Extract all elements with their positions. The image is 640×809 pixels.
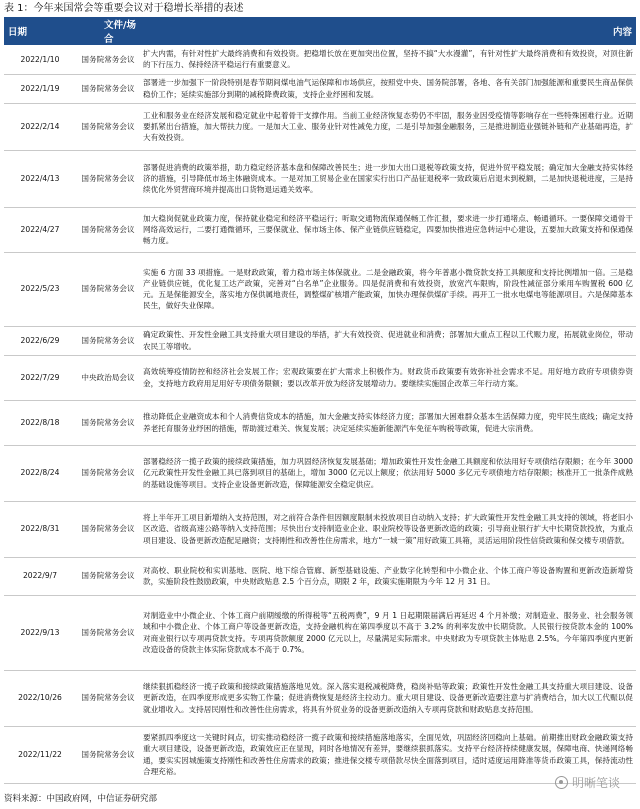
date-cell: 2022/1/19 (4, 74, 76, 103)
content-cell: 扩大内需，有针对性扩大最终消费和有效投资。把稳增长放在更加突出位置，坚持不搞“大水漫灌”，有针对性扩大最终消费和有效投资，对顶住新的下行压力、保持经济平稳运行有重要意义。 (140, 45, 636, 74)
table-row (4, 557, 636, 595)
org-cell: 国务院常务会议 (76, 326, 140, 355)
table-row (4, 326, 636, 355)
date-cell: 2022/8/18 (4, 400, 76, 445)
content-cell: 将上半年开工项目新增纳入支持范围，对之前符合条件但因额度限制未投放项目自动纳入支持；扩大政策性开发性金融工具支持的领域，将老旧小区改造、省级高速公路等纳入支持范围；尽快出台支持制造业企业、职业院校等设备更新改造的政策；引导商业银行扩大中长期贷款投放，为重点项目建设、设备更新改造配足融资；支持刚性和改善性住房需求，地方“一城一策”用好政策工具箱，灵活运用阶段性信贷政策和保交楼专项借款。 (140, 501, 636, 557)
org-cell: 国务院常务会议 (76, 252, 140, 326)
table-row (4, 501, 636, 557)
content-cell: 推动降低企业融资成本和个人消费信贷成本的措施，加大金融支持实体经济力度；部署加大困难群众基本生活保障力度，兜牢民生底线；确定支持养老托育服务业纾困的措施，帮助渡过难关、恢复发展；决定延续实施新能源汽车免征车购税等政策，促进大宗消费。 (140, 400, 636, 445)
date-cell: 2022/11/22 (4, 726, 76, 783)
measures-table (4, 17, 636, 784)
date-cell: 2022/4/27 (4, 207, 76, 252)
content-cell: 继续狠抓稳经济一揽子政策和接续政策措施落地见效。深入落实退税减税降费，稳岗补贴等政策；政策性开发性金融工具支持重大项目建设、设备更新改造，在四季度形成更多实物工作量；促进消费恢复是经济主拉动力。重大项目建设、设备更新改造要注意与扩消费结合，加大以工代赈以促就业增收入。支持居民刚性和改善性住房需求，将具有外贸业务的设备更新改造纳入专项再贷款和财政贴息支持范围。 (140, 670, 636, 726)
content-cell: 确定政策性、开发性金融工具支持重大项目建设的举措，扩大有效投资、促进就业和消费；部署加大重点工程以工代赈力度，拓展就业岗位，带动农民工等增收。 (140, 326, 636, 355)
table-row (4, 74, 636, 103)
date-cell: 2022/9/7 (4, 557, 76, 595)
content-cell: 实施 6 方面 33 项措施。一是财政政策，着力稳市场主体保就业。二是金融政策，将今年普惠小微贷款支持工具额度和支持比例增加一倍。三是稳产业链供应链，优化复工达产政策，完善对“白名单”企业服务。四是促消费和有效投资，放宽汽车限购，阶段性减征部分乘用车购置税 600 亿元。五是保能源安全，落实地方保供属地责任，调整煤矿核增产能政策，加快办理保供煤矿手续。再开工一批水电煤电等能源项目。六是保障基本民生，做好失业保障。 (140, 252, 636, 326)
org-cell: 国务院常务会议 (76, 595, 140, 670)
wechat-icon (555, 776, 568, 789)
table-row (4, 150, 636, 207)
header-date: 日期 (4, 17, 76, 45)
header-org: 文件/场合 (76, 17, 140, 45)
table-row (4, 400, 636, 445)
watermark-text: 明晰笔谈 (571, 776, 620, 790)
content-cell: 工业和服务业在经济发展和稳定就业中起着骨干支撑作用。当前工业经济恢复态势仍不牢固，服务业因受疫情等影响存在一些特殊困难行业。近期要抓紧出台措施，加大帮扶力度。一是加大工业、服务业针对性减免力度，二是引导加强金融服务，三是推进制造业强链补链和产业基础再造，扩大有效投资。 (140, 103, 636, 150)
table-row (4, 595, 636, 670)
source-note: 资料来源：中国政府网，中信证券研究部 (4, 794, 158, 804)
table-row (4, 45, 636, 74)
content-cell: 对制造业中小微企业、个体工商户前期缓缴的所得税等“五税两费”，9 月 1 日起期限届满后再延迟 4 个月补缴；对制造业、服务业、社会服务领域和中小微企业、个体工商户等设备更新改造，支持金融机构在第四季度以不高于 3.2% 的利率发放中长期贷款。人民银行按贷款本金的 100% 对商业银行以专项再贷款支持。专项再贷款额度 2000 亿元以上，尽量满足实际需求。中央财政为专项贷款主体贴息 2.5%。今年第四季度内更新改造设备的贷款主体实际贷款成本不高于 0.7%。 (140, 595, 636, 670)
org-cell: 国务院常务会议 (76, 445, 140, 501)
table-row (4, 355, 636, 400)
date-cell: 2022/2/14 (4, 103, 76, 150)
org-cell: 国务院常务会议 (76, 150, 140, 207)
content-cell: 加大稳岗促就业政策力度，保持就业稳定和经济平稳运行；听取交通物流保通保畅工作汇报，要求进一步打通堵点、畅通循环。一要保障交通骨干网络高效运行，二要打通微循环，三要保就业、保市场主体、保产业链供应链稳定，四要加快推进应急转运中心建设，五要加大政策支持和保通保畅力度。 (140, 207, 636, 252)
org-cell: 国务院常务会议 (76, 74, 140, 103)
table-row (4, 252, 636, 326)
date-cell: 2022/4/13 (4, 150, 76, 207)
table-row (4, 207, 636, 252)
content-cell: 部署稳经济一揽子政策的接续政策措施，加力巩固经济恢复发展基础；增加政策性开发性金融工具额度和依法用好专项债结存限额；在今年 3000 亿元政策性开发性金融工具已落到项目的基础上，增加 3000 亿元以上额度；依法用好 5000 多亿元专项债地方结存限额；核准开工一批条件成熟的基础设施等项目。支持企业设备更新改造，保障能源安全稳定供应。 (140, 445, 636, 501)
table-row (4, 103, 636, 150)
org-cell: 国务院常务会议 (76, 103, 140, 150)
org-cell: 国务院常务会议 (76, 45, 140, 74)
date-cell: 2022/8/24 (4, 445, 76, 501)
org-cell: 国务院常务会议 (76, 557, 140, 595)
org-cell: 中央政治局会议 (76, 355, 140, 400)
date-cell: 2022/9/13 (4, 595, 76, 670)
watermark (555, 774, 620, 791)
org-cell: 国务院常务会议 (76, 207, 140, 252)
table-row (4, 445, 636, 501)
date-cell: 2022/1/10 (4, 45, 76, 74)
content-cell: 高效统筹疫情防控和经济社会发展工作；宏观政策要在扩大需求上积极作为。财政货币政策要有效弥补社会需求不足。用好地方政府专项债券资金，支持地方政府用足用好专项债务限额；要以改革开放为经济发展增动力。要继续实施国企改革三年行动方案。 (140, 355, 636, 400)
org-cell: 国务院常务会议 (76, 400, 140, 445)
table-header (4, 17, 636, 45)
date-cell: 2022/7/29 (4, 355, 76, 400)
date-cell: 2022/5/23 (4, 252, 76, 326)
header-content: 内容 (140, 17, 636, 45)
date-cell: 2022/6/29 (4, 326, 76, 355)
org-cell: 国务院常务会议 (76, 670, 140, 726)
table-body (4, 45, 636, 783)
org-cell: 国务院常务会议 (76, 726, 140, 783)
org-cell: 国务院常务会议 (76, 501, 140, 557)
content-cell: 部署进一步加强下一阶段特别是春节期间煤电油气运保障和市场供应，按照党中央、国务院部署，各地、各有关部门加强能源和重要民生商品保供稳价工作；延续实施部分到期的减税降费政策，支持企业纾困和发展。 (140, 74, 636, 103)
date-cell: 2022/10/26 (4, 670, 76, 726)
header-row (4, 17, 636, 45)
table-row (4, 670, 636, 726)
table-caption: 表 1：今年来国常会等重要会议对于稳增长举措的表述 (4, 3, 244, 14)
date-cell: 2022/8/31 (4, 501, 76, 557)
content-cell: 部署促进消费的政策举措，助力稳定经济基本盘和保障改善民生；进一步加大出口退税等政策支持，促进外贸平稳发展；确定加大金融支持实体经济的措施，引导降低市场主体融资成本。一是对加工贸易企业在国家实行出口产品征退税率一致政策后启退未到税额，二是加快退税进度，三是持续优化外贸营商环境并提高出口货物退运通关效率。 (140, 150, 636, 207)
content-cell: 对高校、职业院校和实训基地、医院、地下综合管廊、新型基础设施、产业数字化转型和中小微企业、个体工商户等设备购置和更新改造新增贷款，实施阶段性鼓励政策，中央财政贴息 2.5 个百分点，期限 2 年，政策实施期限为今年 12 月 31 日。 (140, 557, 636, 595)
content-cell: 要紧抓四季度这一关键时间点，切实推动稳经济一揽子政策和接续措施落地落实，全面见效，巩固经济回稳向上基础。前期推出财政金融政策支持重大项目建设，设备更新改造，政策效应正在显现，同时各地情况有差异，要继续狠抓落实。支持平台经济持续健康发展，保障电商、快递网络畅通，要实实因城施策支持刚性和改善性住房需求的政策；推进保交楼专项借款尽快全面落到项目，适时适度运用降准等货币政策工具，保持流动性合理充裕。 (140, 726, 636, 783)
table-row (4, 726, 636, 783)
